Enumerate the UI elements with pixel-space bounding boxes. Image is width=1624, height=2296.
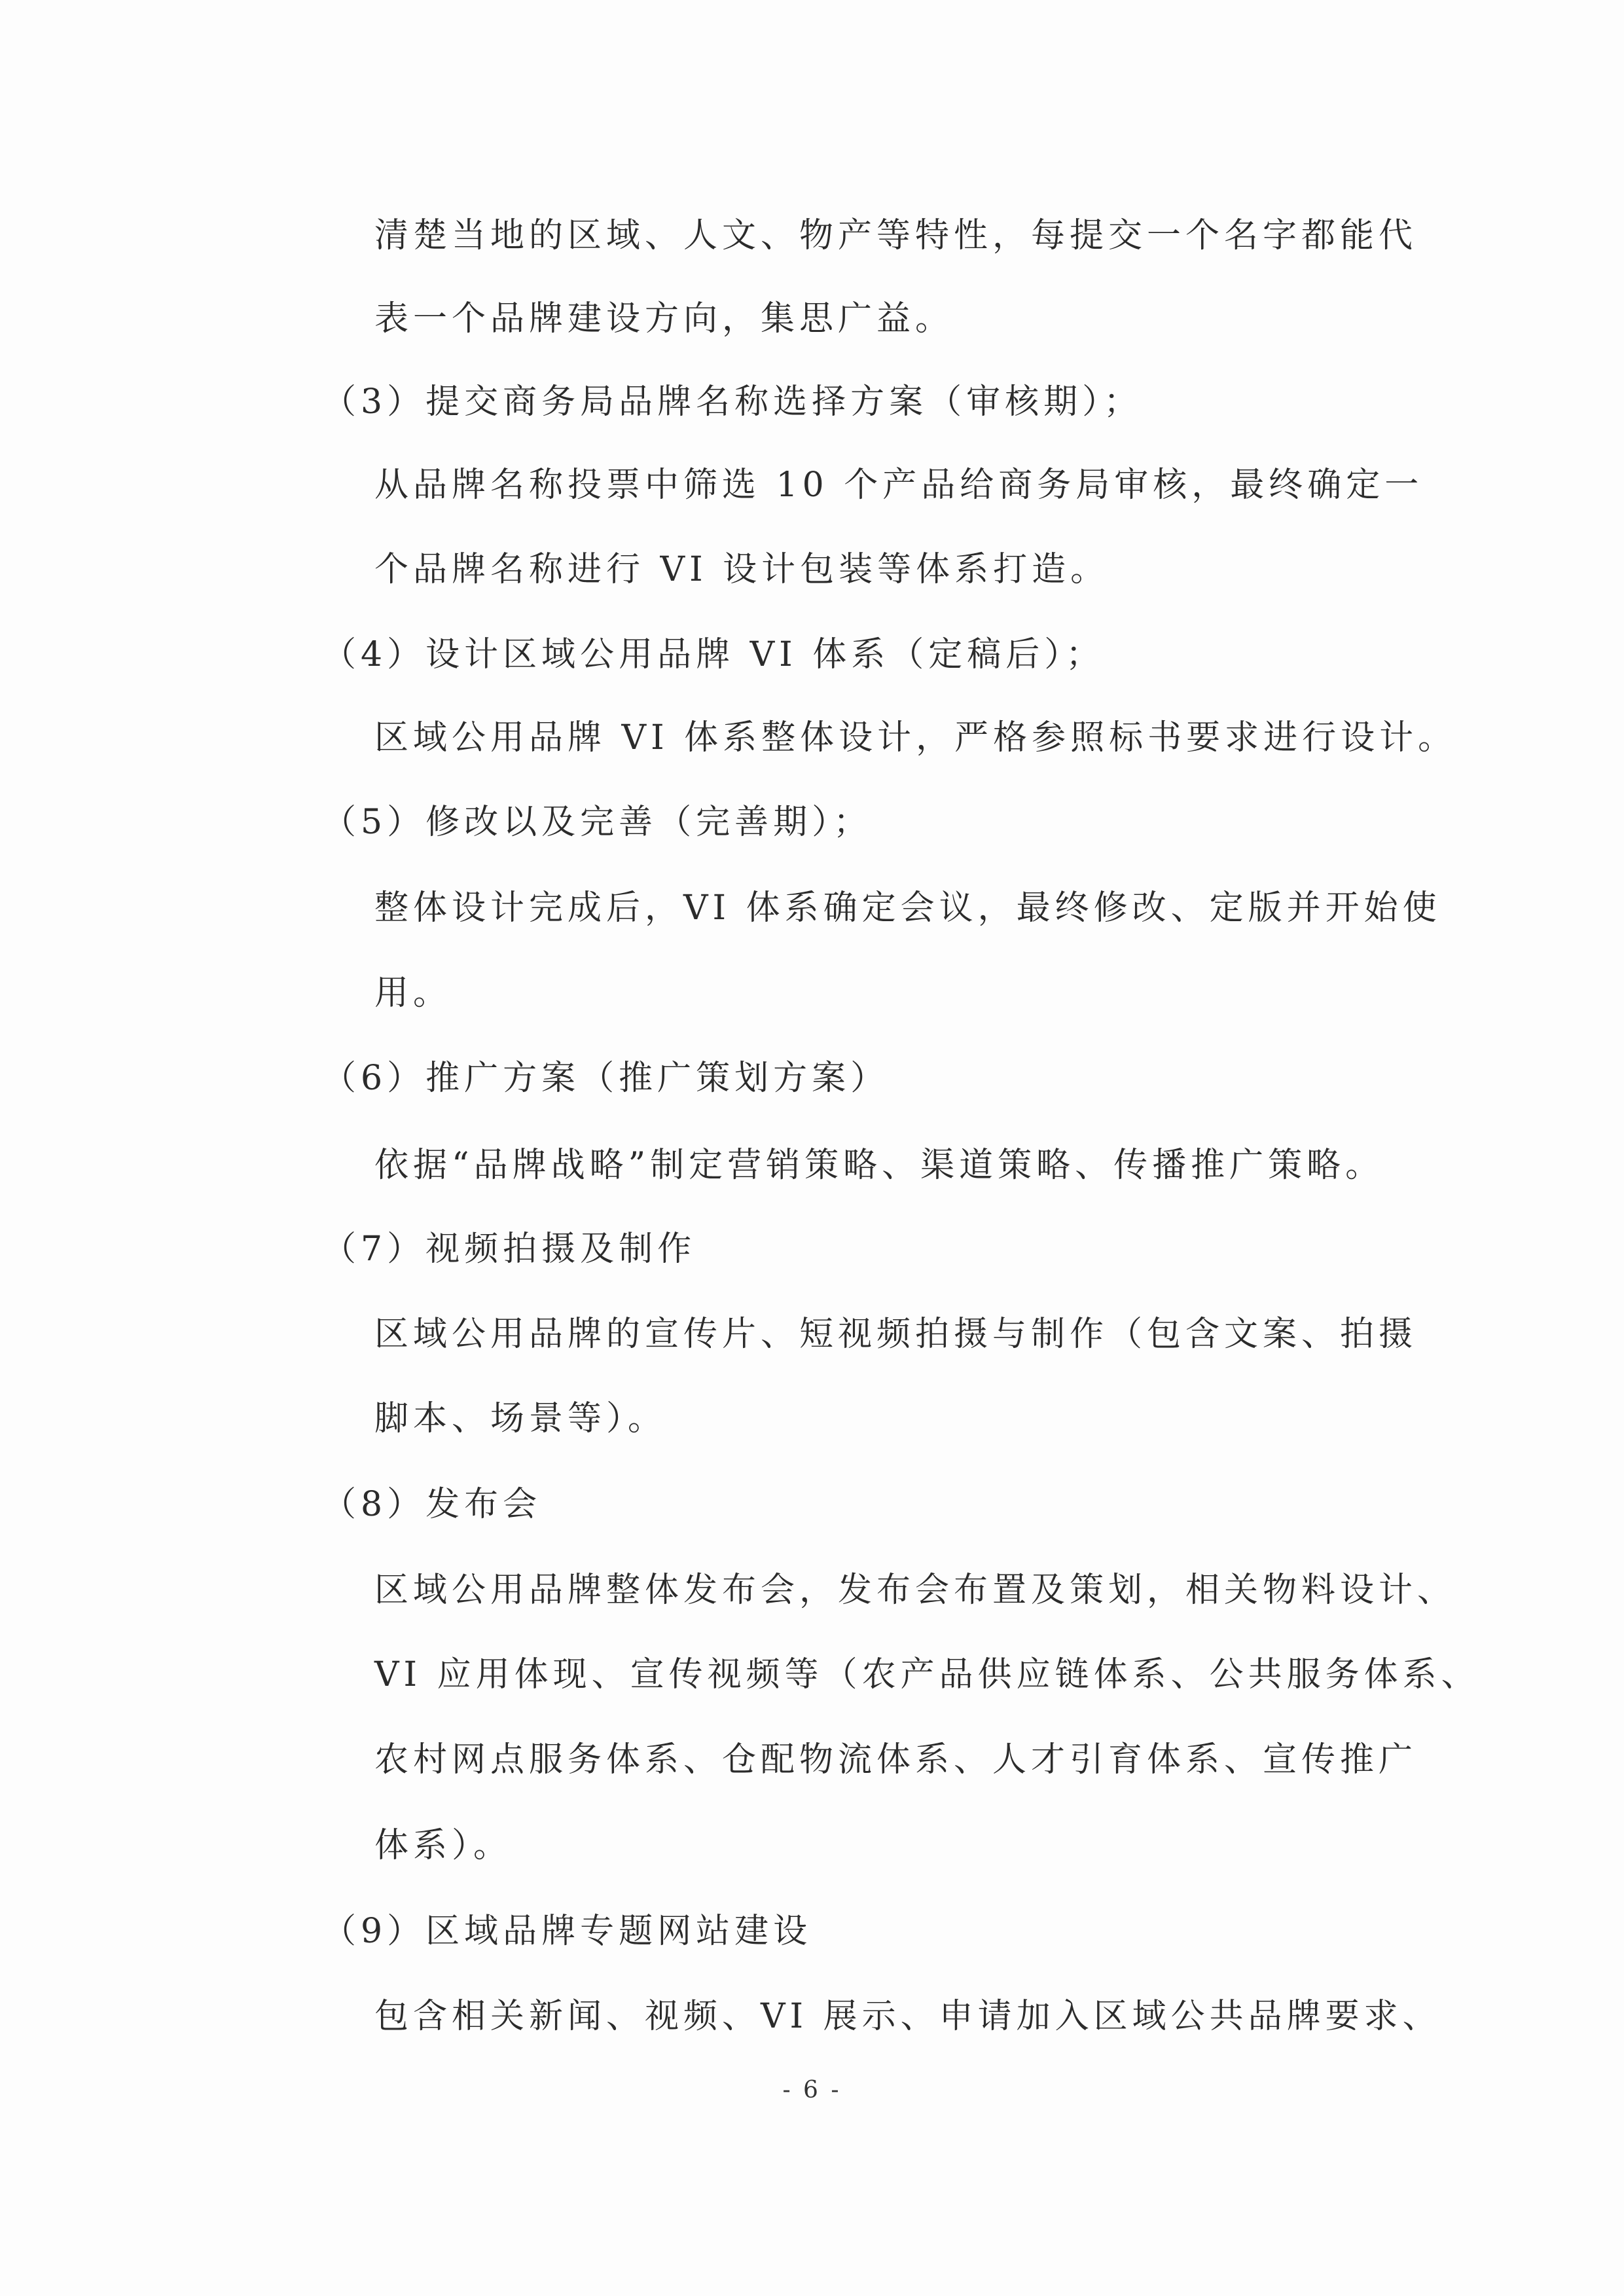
paragraph-line: 用。 <box>374 974 452 1013</box>
section-heading: （8）发布会 <box>322 1485 542 1524</box>
section-heading: （5）修改以及完善（完善期）； <box>322 803 873 842</box>
paragraph-line: 区域公用品牌 VI 体系整体设计，严格参照标书要求进行设计。 <box>374 718 1457 757</box>
paragraph-line: 包含相关新闻、视频、VI 展示、申请加入区域公共品牌要求、 <box>374 1997 1441 2036</box>
paragraph-line: 整体设计完成后，VI 体系确定会议，最终修改、定版并开始使 <box>374 888 1441 928</box>
paragraph-line: 从品牌名称投票中筛选 10 个产品给商务局审核，最终确定一 <box>374 465 1424 505</box>
section-heading: （7）视频拍摄及制作 <box>322 1230 696 1269</box>
paragraph-line: 农村网点服务体系、仓配物流体系、人才引育体系、宣传推广 <box>374 1740 1418 1779</box>
section-heading: （4）设计区域公用品牌 VI 体系（定稿后）； <box>322 635 1105 674</box>
paragraph-line: 依据“品牌战略”制定营销策略、渠道策略、传播推广策略。 <box>374 1146 1384 1185</box>
paragraph-line: 区域公用品牌整体发布会，发布会布置及策划，相关物料设计、 <box>374 1571 1456 1610</box>
paragraph-line: 清楚当地的区域、人文、物产等特性，每提交一个名字都能代 <box>374 216 1418 255</box>
paragraph-line: 脚本、场景等）。 <box>374 1399 667 1438</box>
paragraph-line: 表一个品牌建设方向，集思广益。 <box>374 299 954 338</box>
paragraph-line: VI 应用体现、宣传视频等（农产品供应链体系、公共服务体系、 <box>374 1655 1480 1694</box>
section-heading: （3）提交商务局品牌名称选择方案（审核期）； <box>322 382 1143 422</box>
section-heading: （6）推广方案（推广策划方案） <box>322 1059 890 1098</box>
section-heading: （9）区域品牌专题网站建设 <box>322 1912 812 1951</box>
paragraph-line: 个品牌名称进行 VI 设计包装等体系打造。 <box>374 550 1110 589</box>
paragraph-line: 区域公用品牌的宣传片、短视频拍摄与制作（包含文案、拍摄 <box>374 1315 1418 1354</box>
paragraph-line: 体系）。 <box>374 1826 513 1865</box>
page-number: - 6 - <box>782 2077 842 2104</box>
